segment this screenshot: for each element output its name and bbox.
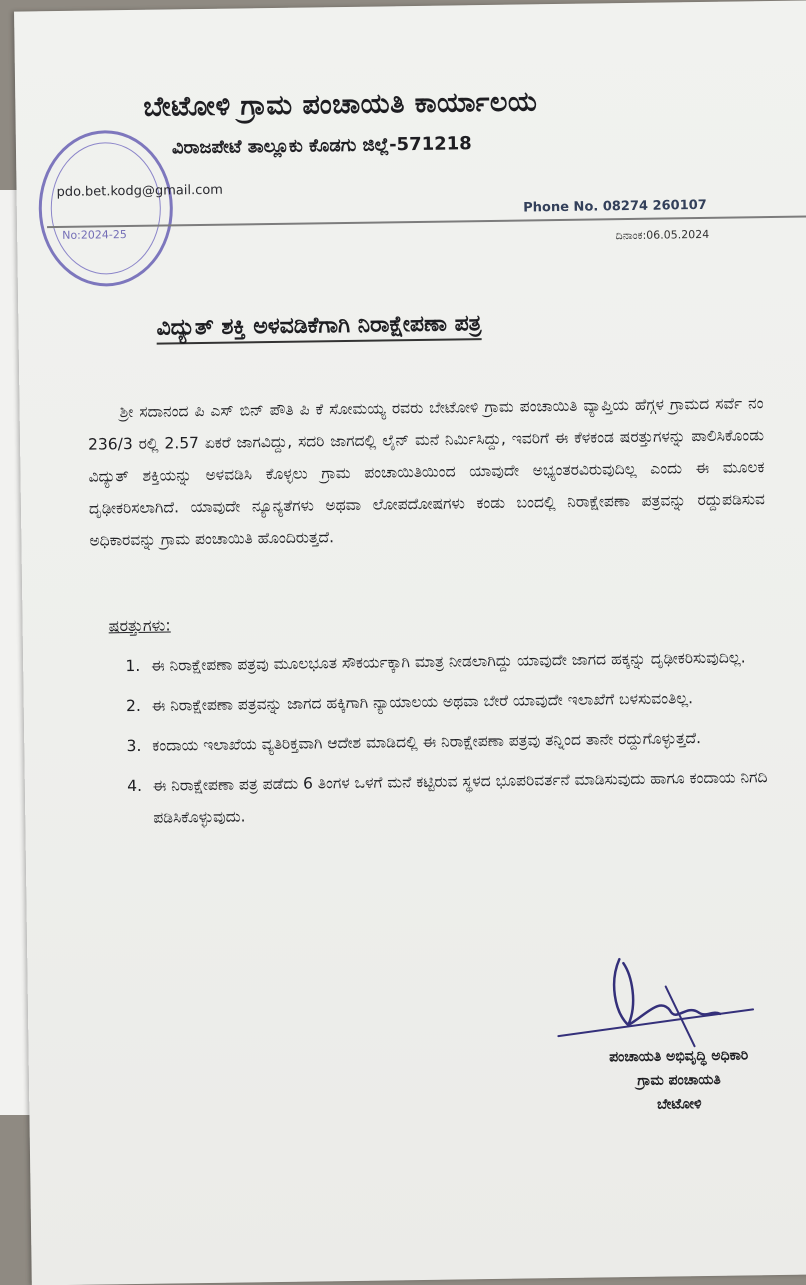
- seal-inner-ring: [50, 142, 162, 276]
- office-name: ಬೇಟೋಳಿ ಗ್ರಾಮ ಪಂಚಾಯತಿ ಕಾರ್ಯಾಲಯ: [143, 86, 538, 123]
- conditions-heading: ಷರತ್ತುಗಳು:: [108, 615, 171, 636]
- condition-item: 2. ಈ ನಿರಾಕ್ಷೇಪಣಾ ಪತ್ರವನ್ನು ಜಾಗದ ಹಕ್ಕಿಗಾಗಿ ನ್ಯಾಯಾಲಯ ಅಥವಾ ಬೇರೆ ಯಾವುದೇ ಇಲಾಖೆಗೆ ಬಳಸುವಂತಿಲ್ಲ.: [146, 681, 798, 722]
- signatory-office: ಗ್ರಾಮ ಪಂಚಾಯತಿ: [637, 1071, 721, 1089]
- signatory-block: [559, 1043, 800, 1118]
- signatory-designation: ಪಂಚಾಯತಿ ಅಭಿವೃದ್ಧಿ ಅಧಿಕಾರಿ: [609, 1047, 749, 1066]
- condition-item: 4. ಈ ನಿರಾಕ್ಷೇಪಣಾ ಪತ್ರ ಪಡೆದು 6 ತಿಂಗಳ ಒಳಗೆ ಮನೆ ಕಟ್ಟಿರುವ ಸ್ಥಳದ ಭೂಪರಿವರ್ತನೆ ಮಾಡಿಸುವುದು ಹಾಗೂ ಕಂದಾಯ ನಿಗದಿ ಪಡಿಸಿಕೊಳ್ಳುವುದು.: [147, 761, 800, 834]
- office-address: ವಿರಾಜಪೇಟೆ ತಾಲ್ಲೂಕು ಕೊಡಗು ಜಿಲ್ಲೆ-571218: [171, 133, 472, 159]
- signatory-place: ಬೇಟೋಳಿ: [657, 1096, 702, 1113]
- handwritten-signature: [547, 951, 768, 1054]
- letter-subject: ವಿದ್ಯುತ್ ಶಕ್ತಿ ಅಳವಡಿಕೆಗಾಗಿ ನಿರಾಕ್ಷೇಪಣಾ ಪತ್ರ: [156, 311, 481, 345]
- letter-body: ಶ್ರೀ ಸದಾನಂದ ಪಿ ಎಸ್ ಬಿನ್ ಪೌತಿ ಪಿ ಕೆ ಸೋಮಯ್ಯ ರವರು ಬೇಟೋಳಿ ಗ್ರಾಮ ಪಂಚಾಯಿತಿ ವ್ಯಾಪ್ತಿಯ ಹೆಗ್ಗಳ ಗ್ರಾಮದ ಸರ್ವೆ ನಂ 236/3 ರಲ್ಲಿ 2.57 ಏಕರೆ ಜಾಗವಿದ್ದು, ಸದರಿ ಜಾಗದಲ್ಲಿ ಲೈನ್ ಮನೆ ನಿರ್ಮಿಸಿದ್ದು, ಇವರಿಗೆ ಈ ಕೆಳಕಂಡ ಷರತ್ತುಗಳನ್ನು ಪಾಲಿಸಿಕೊಂಡು ವಿದ್ಯುತ್ ಶಕ್ತಿಯನ್ನು ಅಳವಡಿಸಿ ಕೊಳ್ಳಲು ಗ್ರಾಮ ಪಂಚಾಯಿತಿಯಿಂದ ಯಾವುದೇ ಅಭ್ಯಂತರವಿರುವುದಿಲ್ಲ ಎಂದು ಈ ಮೂಲಕ ದೃಢೀಕರಿಸಲಾಗಿದೆ. ಯಾವುದೇ ನ್ಯೂನ್ಯತೆಗಳು ಅಥವಾ ಲೋಪದೋಷಗಳು ಕಂಡು ಬಂದಲ್ಲಿ ನಿರಾಕ್ಷೇಪಣಾ ಪತ್ರವನ್ನು ರದ್ದುಪಡಿಸುವ ಅಧಿಕಾರವನ್ನು ಗ್ರಾಮ ಪಂಚಾಯಿತಿ ಹೊಂದಿರುತ್ತದೆ.: [87, 394, 766, 550]
- letterhead: [143, 83, 764, 159]
- letter-date: ದಿನಾಂಕ:06.05.2024: [615, 227, 710, 243]
- office-phone: Phone No. 08274 260107: [523, 197, 707, 216]
- letter-page: [14, 0, 806, 1285]
- office-email: pdo.bet.kodg@gmail.com: [56, 182, 224, 201]
- condition-item: 3. ಕಂದಾಯ ಇಲಾಖೆಯ ವ್ಯತಿರಿಕ್ತವಾಗಿ ಆದೇಶ ಮಾಡಿದಲ್ಲಿ ಈ ನಿರಾಕ್ಷೇಪಣಾ ಪತ್ರವು ತನ್ನಿಂದ ತಾನೇ ರದ್ದುಗೊಳ್ಳುತ್ತದೆ.: [146, 721, 798, 762]
- seal-number: No:2024-25: [62, 228, 127, 242]
- conditions-list: [119, 641, 800, 842]
- condition-item: 1. ಈ ನಿರಾಕ್ಷೇಪಣಾ ಪತ್ರವು ಮೂಲಭೂತ ಸೌಕರ್ಯಕ್ಕಾಗಿ ಮಾತ್ರ ನೀಡಲಾಗಿದ್ದು ಯಾವುದೇ ಜಾಗದ ಹಕ್ಕನ್ನು ದೃಢೀಕರಿಸುವುದಿಲ್ಲ.: [145, 641, 797, 682]
